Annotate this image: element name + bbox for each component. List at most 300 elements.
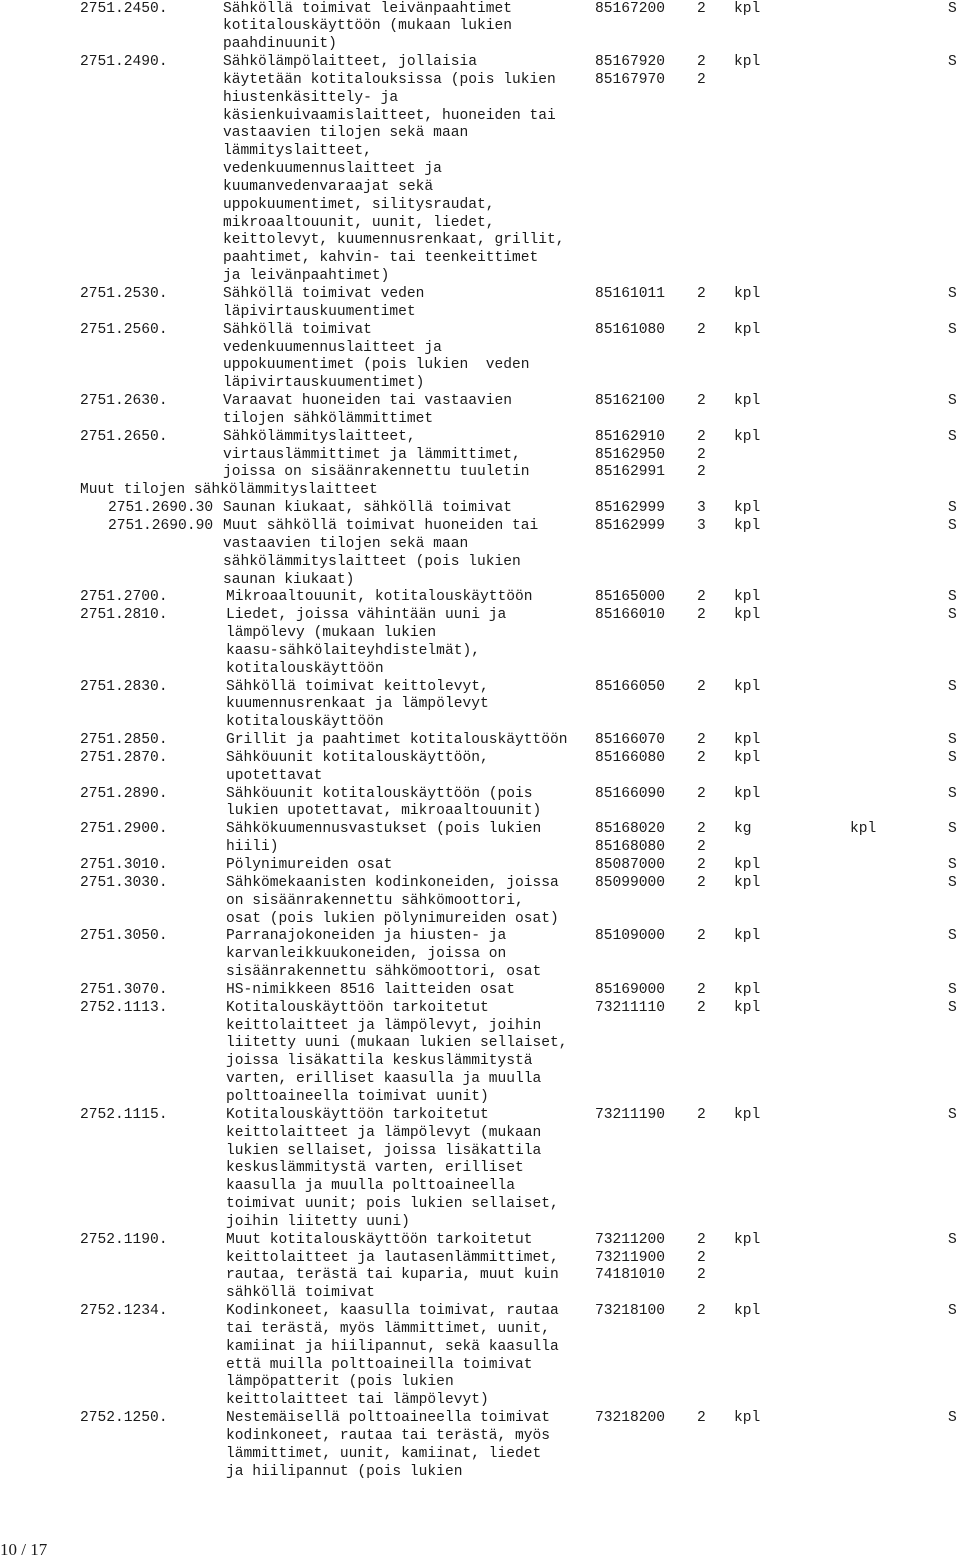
product-description: uppokuumentimet, silitysraudat, bbox=[223, 196, 495, 213]
unit: kpl bbox=[734, 1303, 761, 1320]
flag: S bbox=[948, 321, 957, 338]
cn-code: 85166080 bbox=[595, 749, 666, 766]
supplementary-number: 2 bbox=[697, 839, 706, 856]
table-row bbox=[0, 750, 960, 768]
product-code: 2751.3050. bbox=[80, 928, 168, 945]
cn-code: 85165000 bbox=[595, 589, 666, 606]
supplementary-number: 2 bbox=[697, 607, 706, 624]
cn-code: 85169000 bbox=[595, 981, 666, 998]
product-description: HS-nimikkeen 8516 laitteiden osat bbox=[226, 981, 516, 998]
supplementary-number: 2 bbox=[697, 1231, 706, 1248]
product-code: 2752.1250. bbox=[80, 1410, 168, 1427]
table-row bbox=[0, 554, 960, 572]
table-row bbox=[0, 179, 960, 197]
table-row bbox=[0, 54, 960, 72]
table-row bbox=[0, 1285, 960, 1303]
table-row bbox=[0, 1089, 960, 1107]
supplementary-number: 2 bbox=[697, 589, 706, 606]
unit: kpl bbox=[734, 928, 761, 945]
unit: kpl bbox=[734, 607, 761, 624]
product-description: toimivat uunit; pois lukien sellaiset, bbox=[226, 1196, 559, 1213]
product-code: 2751.2900. bbox=[80, 821, 168, 838]
table-row bbox=[0, 1125, 960, 1143]
product-description: karvanleikkuukoneiden, joissa on bbox=[226, 946, 507, 963]
table-row bbox=[0, 1339, 960, 1357]
product-code: 2751.2700. bbox=[80, 589, 168, 606]
product-description: sisäänrakennettu sähkömoottori, osat bbox=[226, 964, 542, 981]
supplementary-number: 3 bbox=[697, 500, 706, 517]
supplementary-number: 2 bbox=[697, 821, 706, 838]
cn-code: 85161011 bbox=[595, 286, 666, 302]
product-description: vedenkuumennuslaitteet ja bbox=[223, 161, 442, 178]
product-code: 2752.1113. bbox=[80, 999, 168, 1016]
product-description: käytetään kotitalouksissa (pois lukien bbox=[223, 71, 556, 88]
table-row bbox=[0, 893, 960, 911]
flag: S bbox=[948, 999, 957, 1016]
unit: kpl bbox=[734, 517, 761, 534]
cn-code: 73218200 bbox=[595, 1410, 666, 1427]
table-row bbox=[0, 232, 960, 250]
table-row bbox=[0, 108, 960, 126]
product-description: Kodinkoneet, kaasulla toimivat, rautaa bbox=[226, 1303, 559, 1320]
cn-code: 85087000 bbox=[595, 857, 666, 873]
product-description: paahtimet, kahvin- tai teenkeittimet bbox=[223, 250, 539, 267]
table-row bbox=[0, 714, 960, 732]
unit: kpl bbox=[734, 0, 761, 17]
product-description: Saunan kiukaat, sähköllä toimivat bbox=[223, 500, 513, 517]
product-code: 2751.2690.30 bbox=[108, 500, 214, 517]
product-description: keittolaitteet ja lautasenlämmittimet, bbox=[226, 1249, 559, 1266]
table-row bbox=[0, 839, 960, 857]
product-description: Sähköllä toimivat veden bbox=[223, 286, 425, 302]
cn-code: 85166070 bbox=[595, 732, 666, 749]
table-row bbox=[0, 1464, 960, 1482]
table-row bbox=[0, 946, 960, 964]
flag: S bbox=[948, 1303, 957, 1320]
product-description: sähköllä toimivat bbox=[226, 1285, 375, 1302]
table-row bbox=[0, 625, 960, 643]
table-row bbox=[0, 821, 960, 839]
unit: kpl bbox=[734, 749, 761, 766]
cn-code: 73211900 bbox=[595, 1249, 666, 1266]
product-code: 2751.3030. bbox=[80, 874, 168, 891]
product-description: Sähkölämmityslaitteet, bbox=[223, 428, 416, 445]
supplementary-number: 2 bbox=[697, 71, 706, 88]
product-code: 2751.2630. bbox=[80, 393, 168, 410]
table-row bbox=[0, 304, 960, 322]
product-description: läpivirtauskuumentimet bbox=[223, 303, 416, 320]
product-code: 2751.2690.90 bbox=[108, 517, 214, 534]
product-description: lämpöpatterit (pois lukien bbox=[226, 1374, 454, 1391]
product-description: Muut sähköllä toimivat huoneiden tai bbox=[223, 517, 539, 534]
table-row bbox=[0, 1071, 960, 1089]
table-row bbox=[0, 72, 960, 90]
product-description: Muut kotitalouskäyttöön tarkoitetut bbox=[226, 1231, 533, 1248]
product-description: vastaavien tilojen sekä maan bbox=[223, 535, 469, 552]
table-row bbox=[0, 536, 960, 554]
table-row bbox=[0, 1446, 960, 1464]
flag: S bbox=[948, 1231, 957, 1248]
table-row bbox=[0, 589, 960, 607]
product-description: Sähköllä toimivat keittolevyt, bbox=[226, 678, 489, 695]
product-description: lämmityslaitteet, bbox=[223, 143, 372, 160]
product-description: kamiinat ja hiilipannut, sekä kaasulla bbox=[226, 1338, 559, 1355]
flag: S bbox=[948, 821, 957, 838]
product-description: käsienkuivaamislaitteet, huoneiden tai bbox=[223, 107, 556, 124]
supplementary-number: 2 bbox=[697, 428, 706, 445]
product-description: kuumennusrenkaat ja lämpölevyt bbox=[226, 696, 489, 713]
cn-code: 73211190 bbox=[595, 1106, 666, 1123]
product-description: Mikroaaltouunit, kotitalouskäyttöön bbox=[226, 589, 533, 606]
flag: S bbox=[948, 1410, 957, 1427]
table-row bbox=[0, 696, 960, 714]
flag: S bbox=[948, 286, 957, 302]
product-code: 2751.2850. bbox=[80, 732, 168, 749]
product-description: rautaa, terästä tai kuparia, muut kuin bbox=[226, 1267, 559, 1284]
product-description: vedenkuumennuslaitteet ja bbox=[223, 339, 442, 356]
table-row bbox=[0, 768, 960, 786]
table-row bbox=[0, 732, 960, 750]
flag: S bbox=[948, 54, 957, 71]
product-code: 2751.2810. bbox=[80, 607, 168, 624]
product-description: Sähköllä toimivat bbox=[223, 321, 372, 338]
table-row bbox=[0, 1, 960, 19]
product-description: lukien upotettavat, mikroaaltouunit) bbox=[226, 803, 542, 820]
table-row bbox=[0, 518, 960, 536]
cn-code: 73211200 bbox=[595, 1231, 666, 1248]
supplementary-number: 2 bbox=[697, 981, 706, 998]
cn-code: 85161080 bbox=[595, 321, 666, 338]
product-code: 2752.1234. bbox=[80, 1303, 168, 1320]
table-row bbox=[0, 982, 960, 1000]
product-description: on sisäänrakennettu sähkömoottori, bbox=[226, 892, 524, 909]
supplementary-number: 3 bbox=[697, 517, 706, 534]
supplementary-number: 2 bbox=[697, 785, 706, 802]
cn-code: 85162991 bbox=[595, 464, 666, 481]
unit: kpl bbox=[734, 1410, 761, 1427]
table-row bbox=[0, 786, 960, 804]
table-row bbox=[0, 286, 960, 304]
product-description: Sähkölämpölaitteet, jollaisia bbox=[223, 54, 477, 71]
table-row bbox=[0, 607, 960, 625]
unit: kpl bbox=[734, 999, 761, 1016]
unit: kpl bbox=[734, 732, 761, 749]
product-description: lukien sellaiset, joissa lisäkattila bbox=[226, 1142, 542, 1159]
cn-code: 85162950 bbox=[595, 446, 666, 463]
supplementary-number: 2 bbox=[697, 393, 706, 410]
unit: kpl bbox=[734, 321, 761, 338]
supplementary-number: 2 bbox=[697, 1303, 706, 1320]
product-description: kotitalouskäyttöön bbox=[226, 714, 384, 731]
product-description: liitetty uuni (mukaan lukien sellaiset, bbox=[226, 1035, 568, 1052]
supplementary-number: 2 bbox=[697, 857, 706, 873]
table-row bbox=[0, 1321, 960, 1339]
flag: S bbox=[948, 517, 957, 534]
supplementary-number: 2 bbox=[697, 999, 706, 1016]
product-description: paahdinuunit) bbox=[223, 36, 337, 53]
unit: kpl bbox=[734, 874, 761, 891]
flag: S bbox=[948, 749, 957, 766]
cn-code: 85166050 bbox=[595, 678, 666, 695]
product-code: 2751.2530. bbox=[80, 286, 168, 302]
cn-code: 85166090 bbox=[595, 785, 666, 802]
flag: S bbox=[948, 732, 957, 749]
product-description: keittolaitteet ja lämpölevyt, joihin bbox=[226, 1017, 542, 1034]
product-description: lämmittimet, uunit, kamiinat, liedet bbox=[226, 1445, 542, 1462]
supplementary-number: 2 bbox=[697, 321, 706, 338]
table-row bbox=[0, 125, 960, 143]
table-row bbox=[0, 250, 960, 268]
table-row bbox=[0, 197, 960, 215]
supplementary-number: 2 bbox=[697, 678, 706, 695]
cn-code: 85168080 bbox=[595, 839, 666, 856]
product-description: osat (pois lukien pölynimureiden osat) bbox=[226, 910, 559, 927]
cn-code: 85167920 bbox=[595, 54, 666, 71]
supplementary-number: 2 bbox=[697, 874, 706, 891]
product-description: hiili) bbox=[226, 839, 279, 856]
product-description: kaasulla ja muulla polttoaineella bbox=[226, 1178, 516, 1195]
product-description: kotitalouskäyttöön (mukaan lukien bbox=[223, 18, 513, 35]
table-row bbox=[0, 1035, 960, 1053]
flag: S bbox=[948, 928, 957, 945]
table-row bbox=[0, 36, 960, 54]
flag: S bbox=[948, 874, 957, 891]
supplementary-number: 2 bbox=[697, 54, 706, 71]
product-description: kodinkoneet, rautaa tai terästä, myös bbox=[226, 1428, 551, 1444]
supplementary-number: 2 bbox=[697, 732, 706, 749]
table-row bbox=[0, 447, 960, 465]
flag: S bbox=[948, 589, 957, 606]
table-row bbox=[0, 1018, 960, 1036]
product-description: uppokuumentimet (pois lukien veden bbox=[223, 357, 530, 374]
table-row bbox=[0, 964, 960, 982]
product-description: keittolaitteet tai lämpölevyt) bbox=[226, 1392, 489, 1409]
product-code: 2751.2560. bbox=[80, 321, 168, 338]
product-description: keskuslämmitystä varten, erilliset bbox=[226, 1160, 524, 1177]
product-description: polttoaineella toimivat uunit) bbox=[226, 1088, 489, 1105]
cn-code: 85099000 bbox=[595, 874, 666, 891]
table-row bbox=[0, 90, 960, 108]
product-description: että muilla polttoaineilla toimivat bbox=[226, 1356, 533, 1373]
table-row bbox=[0, 1357, 960, 1375]
table-row bbox=[0, 679, 960, 697]
table-row bbox=[0, 482, 960, 500]
product-code: 2752.1190. bbox=[80, 1231, 168, 1248]
product-description: virtauslämmittimet ja lämmittimet, bbox=[223, 446, 521, 463]
unit: kpl bbox=[734, 857, 761, 873]
unit: kpl bbox=[734, 500, 761, 517]
table-row bbox=[0, 911, 960, 929]
table-row bbox=[0, 857, 960, 875]
supplementary-number: 2 bbox=[697, 1410, 706, 1427]
product-description: hiustenkäsittely- ja bbox=[223, 89, 399, 106]
table-row bbox=[0, 215, 960, 233]
product-code: 2751.3010. bbox=[80, 857, 168, 873]
product-description: Kotitalouskäyttöön tarkoitetut bbox=[226, 1106, 489, 1123]
flag: S bbox=[948, 428, 957, 445]
table-row bbox=[0, 1428, 960, 1446]
table-row bbox=[0, 803, 960, 821]
table-row bbox=[0, 1143, 960, 1161]
unit: kpl bbox=[734, 393, 761, 410]
table-row bbox=[0, 928, 960, 946]
supplementary-number: 2 bbox=[697, 1106, 706, 1123]
product-code: 2751.2890. bbox=[80, 785, 168, 802]
table-row bbox=[0, 875, 960, 893]
table-row bbox=[0, 1214, 960, 1232]
product-description: upotettavat bbox=[226, 767, 323, 784]
product-description: Grillit ja paahtimet kotitalouskäyttöön bbox=[226, 732, 568, 749]
table-row bbox=[0, 1053, 960, 1071]
table-row bbox=[0, 1160, 960, 1178]
product-description: keittolevyt, kuumennusrenkaat, grillit, bbox=[223, 232, 565, 249]
product-code: 2751.2830. bbox=[80, 678, 168, 695]
section-heading: Muut tilojen sähkölämmityslaitteet bbox=[80, 482, 378, 499]
table-row bbox=[0, 18, 960, 36]
unit: kpl bbox=[734, 1231, 761, 1248]
table-row bbox=[0, 1303, 960, 1321]
unit: kpl bbox=[734, 981, 761, 998]
product-description: sähkölämmityslaitteet (pois lukien bbox=[223, 553, 521, 570]
table-row bbox=[0, 500, 960, 518]
product-description: Varaavat huoneiden tai vastaavien bbox=[223, 393, 513, 410]
table-row bbox=[0, 322, 960, 340]
flag: S bbox=[948, 393, 957, 410]
product-description: kotitalouskäyttöön bbox=[226, 660, 384, 677]
product-description: Liedet, joissa vähintään uuni ja bbox=[226, 607, 507, 624]
table-row bbox=[0, 1410, 960, 1428]
product-code: 2751.2450. bbox=[80, 0, 168, 17]
cn-code: 85167970 bbox=[595, 71, 666, 88]
product-description: saunan kiukaat) bbox=[223, 571, 355, 588]
table-row bbox=[0, 1000, 960, 1018]
product-description: joissa lisäkattila keskuslämmitystä bbox=[226, 1053, 533, 1070]
product-code: 2751.2490. bbox=[80, 54, 168, 71]
product-description: ja hiilipannut (pois lukien bbox=[226, 1463, 463, 1480]
cn-code: 85162999 bbox=[595, 500, 666, 517]
table-row bbox=[0, 1267, 960, 1285]
flag: S bbox=[948, 857, 957, 873]
supplementary-number: 2 bbox=[697, 464, 706, 481]
unit: kpl bbox=[734, 428, 761, 445]
product-description: Pölynimureiden osat bbox=[226, 857, 393, 873]
product-description: Sähkömekaanisten kodinkoneiden, joissa bbox=[226, 874, 559, 891]
table-row bbox=[0, 464, 960, 482]
unit: kpl bbox=[734, 785, 761, 802]
flag: S bbox=[948, 607, 957, 624]
table-row bbox=[0, 375, 960, 393]
flag: S bbox=[948, 0, 957, 17]
product-code: 2751.2650. bbox=[80, 428, 168, 445]
cn-code: 74181010 bbox=[595, 1267, 666, 1284]
product-description: Kotitalouskäyttöön tarkoitetut bbox=[226, 999, 489, 1016]
supplementary-number: 2 bbox=[697, 928, 706, 945]
product-code: 2752.1115. bbox=[80, 1106, 168, 1123]
flag: S bbox=[948, 1106, 957, 1123]
cn-code: 85162910 bbox=[595, 428, 666, 445]
product-description: Sähköuunit kotitalouskäyttöön (pois bbox=[226, 785, 533, 802]
product-code: 2751.2870. bbox=[80, 749, 168, 766]
unit: kg bbox=[734, 821, 752, 838]
page-number: 10 / 17 bbox=[0, 1540, 48, 1559]
table-row bbox=[0, 268, 960, 286]
table-row bbox=[0, 1250, 960, 1268]
cn-code: 85109000 bbox=[595, 928, 666, 945]
table-row bbox=[0, 1107, 960, 1125]
product-description: vastaavien tilojen sekä maan bbox=[223, 125, 469, 142]
table-row bbox=[0, 393, 960, 411]
product-description: varten, erilliset kaasulla ja muulla bbox=[226, 1071, 542, 1088]
product-description: läpivirtauskuumentimet) bbox=[223, 375, 425, 392]
product-description: kuumanvedenvaraajat sekä bbox=[223, 178, 434, 195]
table-row bbox=[0, 1374, 960, 1392]
table-row bbox=[0, 161, 960, 179]
unit: kpl bbox=[734, 1106, 761, 1123]
table-row bbox=[0, 340, 960, 358]
cn-code: 73211110 bbox=[595, 999, 666, 1016]
flag: S bbox=[948, 500, 957, 517]
product-description: kaasu-sähkölaiteyhdistelmät), bbox=[226, 642, 480, 659]
product-description: Sähkökuumennusvastukset (pois lukien bbox=[226, 821, 542, 838]
cn-code: 73218100 bbox=[595, 1303, 666, 1320]
product-description: joissa on sisäänrakennettu tuuletin bbox=[223, 464, 530, 481]
table-row bbox=[0, 1178, 960, 1196]
flag: S bbox=[948, 981, 957, 998]
product-description: keittolaitteet ja lämpölevyt (mukaan bbox=[226, 1124, 542, 1141]
cn-code: 85168020 bbox=[595, 821, 666, 838]
product-description: joihin liitetty uuni) bbox=[226, 1213, 410, 1230]
supplementary-number: 2 bbox=[697, 749, 706, 766]
unit: kpl bbox=[734, 54, 761, 71]
table-row bbox=[0, 429, 960, 447]
product-description: Sähköllä toimivat leivänpaahtimet bbox=[223, 0, 513, 17]
product-description: Sähköuunit kotitalouskäyttöön, bbox=[226, 749, 489, 766]
table-row bbox=[0, 1392, 960, 1410]
table-row bbox=[0, 411, 960, 429]
table-row bbox=[0, 643, 960, 661]
product-description: tilojen sähkölämmittimet bbox=[223, 410, 434, 427]
flag: S bbox=[948, 785, 957, 802]
cn-code: 85167200 bbox=[595, 0, 666, 17]
unit: kpl bbox=[734, 589, 761, 606]
cn-code: 85162100 bbox=[595, 393, 666, 410]
supplementary-number: 2 bbox=[697, 286, 706, 302]
unit-secondary: kpl bbox=[850, 821, 877, 838]
cn-code: 85162999 bbox=[595, 517, 666, 534]
product-description: Parranajokoneiden ja hiusten- ja bbox=[226, 928, 507, 945]
product-description: lämpölevy (mukaan lukien bbox=[226, 625, 437, 642]
table-row bbox=[0, 143, 960, 161]
product-description: ja leivänpaahtimet) bbox=[223, 268, 390, 285]
document-body bbox=[0, 1, 960, 1482]
supplementary-number: 2 bbox=[697, 446, 706, 463]
cn-code: 85166010 bbox=[595, 607, 666, 624]
supplementary-number: 2 bbox=[697, 0, 706, 17]
table-row bbox=[0, 572, 960, 590]
table-row bbox=[0, 357, 960, 375]
flag: S bbox=[948, 678, 957, 695]
supplementary-number: 2 bbox=[697, 1249, 706, 1266]
unit: kpl bbox=[734, 286, 761, 302]
table-row bbox=[0, 1196, 960, 1214]
product-description: mikroaaltouunit, uunit, liedet, bbox=[223, 214, 495, 231]
product-description: Nestemäisellä polttoaineella toimivat bbox=[226, 1410, 551, 1427]
supplementary-number: 2 bbox=[697, 1267, 706, 1284]
table-row bbox=[0, 1232, 960, 1250]
table-row bbox=[0, 661, 960, 679]
unit: kpl bbox=[734, 678, 761, 695]
product-description: tai terästä, myös lämmittimet, uunit, bbox=[226, 1320, 551, 1337]
